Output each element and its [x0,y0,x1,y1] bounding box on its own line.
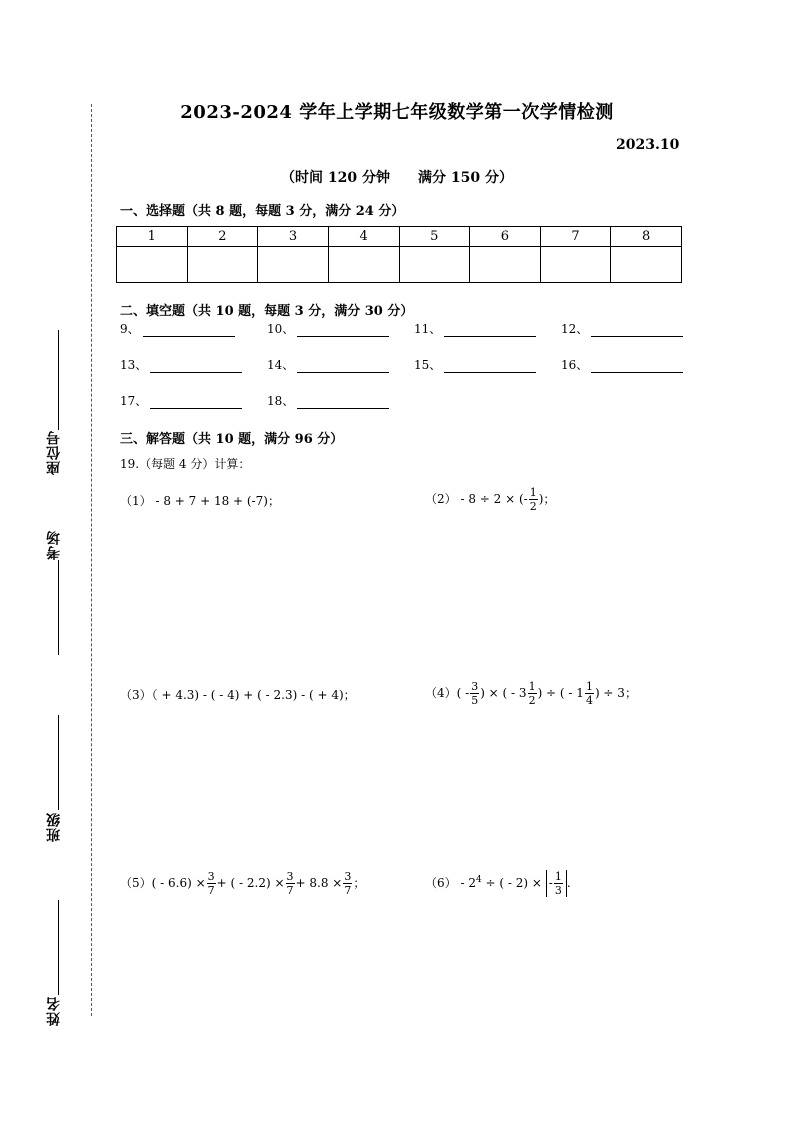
fraction [286,870,295,897]
denominator: 3 [554,884,562,897]
col-1: 1 [117,227,188,247]
numerator: 1 [529,486,537,499]
answer-cell[interactable] [117,247,188,283]
problem-text: ) × ( - 3 [480,686,527,700]
blank-11 [414,320,536,337]
time-limit: （时间 120 分钟 [281,170,390,186]
problem-1: （1） - 8 + 7 + 18 + (-7)； [120,494,280,508]
fraction [343,870,352,897]
problem-text: （4）( - [425,686,470,700]
answer-table-header [117,227,682,247]
choice-answer-table [116,226,682,283]
numerator: 1 [528,680,536,693]
numerator: 3 [471,680,479,693]
problem-text: （6） - 2 [425,876,476,890]
problem-2 [425,486,555,513]
problem-text: + 8.8 × [295,876,343,890]
problem-text: )； [538,492,556,506]
answer-cell[interactable] [540,247,611,283]
blank-13 [120,356,242,373]
blank-label: 17、 [120,394,148,408]
binding-dashed-line [91,104,92,1016]
problem-text: - [548,876,553,890]
seat-label: 座位号 [46,430,62,475]
blank-16 [561,356,683,373]
absolute-value [546,870,567,897]
denominator: 7 [286,884,294,897]
col-6: 6 [470,227,541,247]
blank-label: 10、 [267,322,295,336]
problem-text: . [566,876,571,890]
question-19: 19.（每题 4 分）计算： [120,457,251,471]
fraction [207,870,216,897]
answer-line[interactable] [150,395,242,409]
answer-line[interactable] [444,359,536,373]
full-score: 满分 150 分） [418,170,513,186]
seat-line [58,330,59,430]
name-label: 姓名 [46,996,62,1026]
page-title: 2023-2024 学年上学期七年级数学第一次学情检测 [180,102,614,123]
blank-9 [120,320,235,337]
problem-text: ) ÷ 3； [594,686,637,700]
blank-label: 15、 [414,358,442,372]
blank-10 [267,320,389,337]
blank-label: 13、 [120,358,148,372]
col-2: 2 [187,227,258,247]
fraction [528,680,537,707]
blank-label: 11、 [414,322,442,336]
fraction [529,486,538,513]
blank-label: 9、 [120,322,140,336]
denominator: 4 [585,694,593,707]
col-5: 5 [399,227,470,247]
numerator: 1 [554,870,562,883]
numerator: 1 [585,680,593,693]
answer-cell[interactable] [187,247,258,283]
answer-line[interactable] [297,323,389,337]
denominator: 7 [207,884,215,897]
denominator: 2 [528,694,536,707]
problem-6 [425,870,571,897]
col-4: 4 [328,227,399,247]
problem-text: ； [353,876,366,890]
section3-heading: 三、解答题（共 10 题，满分 96 分） [120,432,344,447]
class-line [58,715,59,810]
answer-cell[interactable] [470,247,541,283]
answer-cell[interactable] [399,247,470,283]
exam-date: 2023.10 [616,137,680,153]
answer-line[interactable] [591,323,683,337]
answer-cell[interactable] [611,247,682,283]
problem-5 [120,870,365,897]
answer-line[interactable] [150,359,242,373]
numerator: 3 [344,870,352,883]
col-3: 3 [258,227,329,247]
problem-text: （5）( - 6.6) × [120,876,206,890]
fraction [585,680,594,707]
name-line [58,900,59,995]
exponent: 4 [475,875,482,885]
col-8: 8 [611,227,682,247]
fraction [554,870,563,897]
class-label: 班级 [46,812,62,842]
exam-info [0,167,794,187]
fraction [470,680,479,707]
problem-text: （2） - 8 ÷ 2 × (- [425,492,528,506]
problem-text: ÷ ( - 2) × [485,876,542,890]
blank-label: 12、 [561,322,589,336]
blank-label: 18、 [267,394,295,408]
blank-18 [267,392,389,409]
answer-cell[interactable] [258,247,329,283]
room-label: 考场 [46,530,62,560]
answer-line[interactable] [444,323,536,337]
denominator: 5 [471,694,479,707]
denominator: 2 [529,500,537,513]
numerator: 3 [286,870,294,883]
blank-17 [120,392,242,409]
blank-15 [414,356,536,373]
denominator: 7 [344,884,352,897]
section2-heading: 二、填空题（共 10 题，每题 3 分，满分 30 分） [120,304,414,319]
answer-line[interactable] [297,359,389,373]
problem-4 [425,680,637,707]
col-7: 7 [540,227,611,247]
room-line [58,560,59,655]
answer-line[interactable] [297,395,389,409]
blank-label: 14、 [267,358,295,372]
problem-text: + ( - 2.2) × [216,876,285,890]
blank-12 [561,320,683,337]
numerator: 3 [207,870,215,883]
answer-line[interactable] [143,323,235,337]
answer-cell[interactable] [328,247,399,283]
answer-table-row [117,247,682,283]
problem-text: ) ÷ ( - 1 [537,686,584,700]
blank-label: 16、 [561,358,589,372]
problem-3: （3）（ + 4.3) - ( - 4) + ( - 2.3) - ( + 4)； [120,688,356,702]
blank-14 [267,356,389,373]
section1-heading: 一、选择题（共 8 题，每题 3 分，满分 24 分） [120,204,405,219]
answer-line[interactable] [591,359,683,373]
